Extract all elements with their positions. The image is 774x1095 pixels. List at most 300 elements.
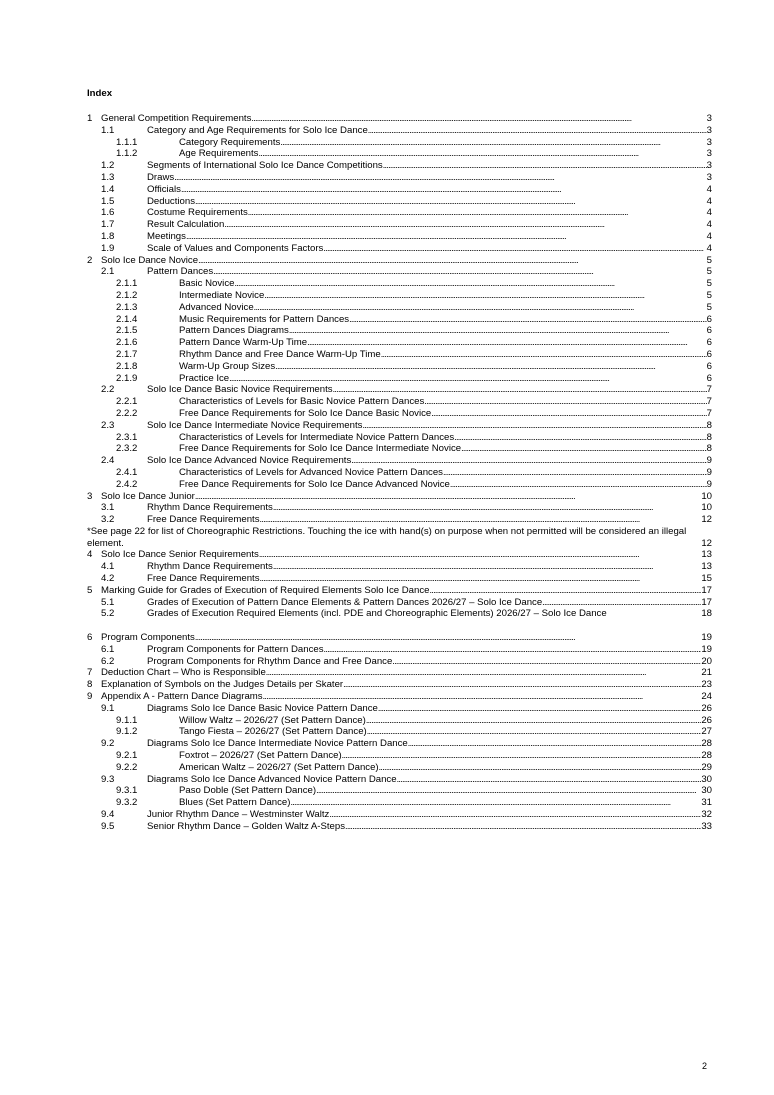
toc-entry-number: 1.3 — [101, 171, 115, 183]
toc-entry[interactable] — [87, 479, 712, 491]
toc-entry-line — [147, 703, 712, 715]
toc-entry-number: 5.2 — [101, 608, 115, 620]
toc-entry-line — [101, 549, 712, 561]
toc-dot-leader — [431, 408, 706, 420]
toc-entry-title: Deduction Chart – Who is Responsible — [101, 667, 266, 679]
toc-entry-page: 8 — [706, 431, 712, 443]
toc-entry-page: 23 — [701, 679, 712, 691]
toc-entry-line — [179, 408, 712, 420]
toc-entry-page: 26 — [701, 714, 712, 726]
toc-entry-number: 9.1 — [101, 702, 115, 714]
toc-entry[interactable] — [87, 597, 712, 609]
toc-dot-leader — [263, 691, 702, 703]
toc-entry-page: 13 — [701, 549, 712, 561]
toc-entry-page: 9 — [706, 466, 712, 478]
toc-dot-leader — [381, 349, 707, 361]
toc-dot-leader — [349, 314, 707, 326]
toc-dot-leader — [343, 679, 701, 691]
toc-entry-title: Deductions — [147, 195, 195, 207]
toc-entry-number: 3 — [87, 490, 93, 502]
toc-entry[interactable] — [87, 573, 712, 585]
toc-entry-line — [179, 349, 712, 361]
toc-dot-leader — [424, 396, 706, 408]
toc-entry[interactable] — [87, 384, 712, 396]
toc-entry[interactable] — [87, 762, 712, 774]
toc-entry[interactable] — [87, 314, 712, 326]
toc-entry-page: 28 — [701, 738, 712, 750]
toc-dot-leader — [174, 172, 706, 184]
toc-entry-page: 8 — [706, 443, 712, 455]
toc-entry[interactable] — [87, 809, 712, 821]
toc-note[interactable] — [87, 526, 712, 550]
toc-entry-title: General Competition Requirements — [101, 113, 252, 124]
toc-entry-page: 5 — [706, 254, 712, 266]
toc-entry-title: Appendix A - Pattern Dance Diagrams — [101, 691, 263, 703]
toc-entry-number: 2.3.2 — [116, 443, 138, 455]
toc-entry-page: 3 — [706, 148, 712, 160]
toc-entry-line — [179, 148, 712, 160]
page-number: 2 — [702, 1061, 708, 1071]
toc-entry-number: 1.1.2 — [116, 148, 138, 160]
toc-entry-number: 9 — [87, 691, 93, 703]
toc-entry-page: 13 — [701, 561, 712, 573]
toc-entry-number: 2.1 — [101, 266, 115, 278]
toc-entry[interactable] — [87, 408, 712, 420]
toc-entry[interactable] — [87, 219, 712, 231]
toc-entry[interactable] — [87, 278, 712, 290]
toc-note-page: 12 — [701, 537, 712, 549]
toc-dot-leader — [195, 491, 701, 503]
toc-dot-leader — [430, 585, 702, 597]
toc-entry-number: 6.2 — [101, 655, 115, 667]
toc-entry-page: 20 — [701, 655, 712, 667]
toc-entry-number: 2.1.4 — [116, 313, 138, 325]
toc-entry-title: Marking Guide for Grades of Execution of Required Elements Solo Ice Dance — [101, 584, 430, 596]
toc-entry-line — [179, 797, 712, 809]
toc-entry[interactable] — [87, 608, 712, 632]
toc-entry-page: 26 — [701, 702, 712, 714]
toc-entry-number: 9.1.1 — [116, 714, 138, 726]
toc-entry-line — [179, 715, 712, 727]
toc-entry[interactable] — [87, 137, 712, 149]
toc-entry[interactable] — [87, 514, 712, 526]
toc-entry-title: Blues (Set Pattern Dance) — [179, 797, 291, 809]
toc-entry-line — [147, 207, 712, 219]
toc-entry-line — [101, 679, 712, 691]
toc-entry-line — [179, 467, 712, 479]
toc-entry-title: Officials — [147, 183, 181, 195]
toc-entry-number: 9.3.2 — [116, 797, 138, 809]
toc-entry-title: Free Dance Requirements for Solo Ice Dance Basic Novice — [179, 407, 432, 419]
toc-entry[interactable] — [87, 243, 712, 255]
toc-dot-leader — [264, 290, 706, 302]
toc-entry-page: 6 — [706, 325, 712, 337]
toc-entry-page: 3 — [706, 113, 712, 124]
toc-entry-line — [147, 821, 712, 833]
toc-dot-leader — [289, 325, 707, 337]
toc-entry-line — [147, 774, 712, 786]
toc-dot-leader — [260, 573, 702, 585]
toc-entry-line — [101, 691, 712, 703]
toc-entry-page: 17 — [701, 584, 712, 596]
toc-entry-title: Program Components for Pattern Dances — [147, 643, 324, 655]
toc-dot-leader — [366, 715, 702, 727]
toc-entry-page: 32 — [701, 809, 712, 821]
toc-entry-number: 9.2.2 — [116, 761, 138, 773]
toc-entry-number: 2.4 — [101, 455, 115, 467]
toc-dot-leader — [316, 785, 701, 797]
toc-dot-leader — [392, 656, 701, 668]
toc-entry-title: Solo Ice Dance Novice — [101, 254, 199, 266]
toc-entry-title: Free Dance Requirements for Solo Ice Dance Advanced Novice — [179, 478, 450, 490]
toc-entry-page: 30 — [701, 785, 712, 797]
toc-entry-page: 3 — [706, 136, 712, 148]
toc-entry[interactable] — [87, 585, 712, 597]
toc-entry-page: 10 — [701, 502, 712, 514]
toc-entry-page: 31 — [701, 797, 712, 809]
toc-dot-leader — [181, 184, 707, 196]
toc-entry[interactable] — [87, 502, 712, 514]
toc-entry-page: 8 — [706, 419, 712, 431]
toc-entry-page: 6 — [706, 337, 712, 349]
toc-entry[interactable] — [87, 774, 712, 786]
toc-entry[interactable] — [87, 172, 712, 184]
toc-entry-line — [147, 597, 712, 609]
toc-entry-title: Paso Doble (Set Pattern Dance) — [179, 785, 317, 797]
toc-dot-leader — [461, 443, 707, 455]
toc-entry-page: 9 — [706, 455, 712, 467]
toc-entry-number: 2.1.6 — [116, 337, 138, 349]
toc-entry-line — [179, 325, 712, 337]
toc-entry-title: Meetings — [147, 230, 186, 242]
toc-entry[interactable] — [87, 738, 712, 750]
toc-dot-leader — [542, 597, 701, 609]
toc-entry-line — [179, 373, 712, 385]
toc-entry-line — [101, 667, 712, 679]
toc-entry-title: Rhythm Dance and Free Dance Warm-Up Time — [179, 348, 381, 360]
toc-entry-title: Warm-Up Group Sizes — [179, 360, 276, 372]
toc-entry-number: 1.5 — [101, 195, 115, 207]
toc-entry[interactable] — [87, 337, 712, 349]
toc-entry-number: 2.1.2 — [116, 289, 138, 301]
toc-entry[interactable] — [87, 667, 712, 679]
toc-dot-leader — [290, 797, 701, 809]
toc-entry-number: 2.1.9 — [116, 372, 138, 384]
toc-dot-leader — [342, 750, 702, 762]
toc-entry-page: 5 — [706, 289, 712, 301]
toc-entry-title: Willow Waltz – 2026/27 (Set Pattern Dance) — [179, 714, 366, 726]
toc-entry-page: 19 — [701, 643, 712, 655]
toc-entry-number: 2.4.1 — [116, 466, 138, 478]
toc-entry-title: Free Dance Requirements — [147, 514, 260, 526]
table-of-contents — [87, 113, 712, 833]
toc-entry-line — [101, 491, 712, 503]
toc-entry-page: 9 — [706, 478, 712, 490]
toc-dot-leader — [324, 644, 702, 656]
toc-entry-page: 19 — [701, 632, 712, 644]
toc-entry-title: Solo Ice Dance Junior — [101, 490, 195, 502]
toc-entry-page: 3 — [706, 160, 712, 172]
toc-entry-line — [147, 172, 712, 184]
toc-dot-leader — [351, 455, 706, 467]
toc-entry-page: 30 — [701, 773, 712, 785]
toc-entry[interactable] — [87, 432, 712, 444]
toc-entry-number: 6.1 — [101, 643, 115, 655]
toc-entry[interactable] — [87, 290, 712, 302]
toc-entry-title: Diagrams Solo Ice Dance Advanced Novice Pattern Dance — [147, 773, 397, 785]
toc-dot-leader — [260, 514, 702, 526]
toc-entry[interactable] — [87, 113, 712, 125]
toc-dot-leader — [213, 266, 707, 278]
toc-entry-line — [147, 219, 712, 231]
toc-entry[interactable] — [87, 255, 712, 267]
toc-entry-line — [147, 561, 712, 573]
index-heading: Index — [87, 88, 113, 99]
toc-entry-title: Age Requirements — [179, 148, 259, 160]
toc-entry-page: 21 — [701, 667, 712, 679]
toc-entry-number: 1.7 — [101, 219, 115, 231]
toc-entry-number: 1.1.1 — [116, 136, 138, 148]
toc-entry[interactable] — [87, 184, 712, 196]
toc-entry[interactable] — [87, 125, 712, 137]
toc-entry-number: 8 — [87, 679, 93, 691]
toc-entry[interactable] — [87, 821, 712, 833]
toc-entry-title: Rhythm Dance Requirements — [147, 502, 273, 514]
toc-entry-line — [147, 514, 712, 526]
toc-entry-title: Diagrams Solo Ice Dance Basic Novice Pattern Dance — [147, 702, 378, 714]
toc-entry[interactable] — [87, 266, 712, 278]
toc-entry-line — [147, 573, 712, 585]
toc-entry[interactable] — [87, 691, 712, 703]
toc-entry-page: 15 — [701, 573, 712, 585]
toc-entry-line — [179, 479, 712, 491]
toc-dot-leader — [275, 361, 707, 373]
toc-entry-line — [147, 243, 712, 255]
toc-entry-title: Characteristics of Levels for Basic Novice Pattern Dances — [179, 396, 425, 408]
toc-entry[interactable] — [87, 561, 712, 573]
toc-entry-title: Grades of Execution Required Elements (incl. PDE and Choreographic Elements) 2026/27 – Solo Ice Dance — [147, 608, 607, 620]
toc-entry-title: Advanced Novice — [179, 301, 254, 313]
toc-entry-number: 4.1 — [101, 561, 115, 573]
toc-dot-leader — [408, 738, 702, 750]
toc-entry-title: Junior Rhythm Dance – Westminster Waltz — [147, 809, 330, 821]
toc-entry-number: 2.2.2 — [116, 407, 138, 419]
toc-entry[interactable] — [87, 302, 712, 314]
toc-entry-page: 10 — [701, 490, 712, 502]
toc-entry-page: 33 — [701, 820, 712, 832]
toc-entry-number: 1.4 — [101, 183, 115, 195]
toc-entry[interactable] — [87, 491, 712, 503]
toc-dot-leader — [195, 632, 701, 644]
toc-dot-leader — [329, 809, 701, 821]
toc-dot-leader — [280, 137, 706, 149]
toc-dot-leader — [273, 561, 701, 573]
toc-entry[interactable] — [87, 160, 712, 172]
toc-dot-leader — [248, 207, 707, 219]
toc-entry[interactable] — [87, 207, 712, 219]
toc-entry-number: 1.8 — [101, 230, 115, 242]
toc-entry-number: 9.4 — [101, 809, 115, 821]
toc-entry[interactable] — [87, 325, 712, 337]
toc-dot-leader — [362, 420, 706, 432]
toc-entry-line — [147, 455, 712, 467]
toc-dot-leader — [454, 432, 707, 444]
toc-entry[interactable] — [87, 750, 712, 762]
toc-entry-page: 3 — [706, 124, 712, 136]
toc-entry-line — [179, 302, 712, 314]
toc-entry-page: 27 — [701, 726, 712, 738]
toc-entry-page: 3 — [706, 171, 712, 183]
toc-dot-leader — [345, 821, 701, 833]
toc-entry-line — [179, 762, 712, 774]
toc-entry-number: 9.5 — [101, 820, 115, 832]
toc-entry-title: Diagrams Solo Ice Dance Intermediate Novice Pattern Dance — [147, 738, 408, 750]
toc-entry-line — [147, 644, 712, 656]
toc-entry-number: 5 — [87, 584, 93, 596]
toc-entry-page: 4 — [706, 207, 712, 219]
toc-entry-number: 2.3.1 — [116, 431, 138, 443]
toc-entry-line — [179, 432, 712, 444]
toc-dot-leader — [273, 502, 701, 514]
toc-entry[interactable] — [87, 549, 712, 561]
toc-entry[interactable] — [87, 797, 712, 809]
toc-dot-leader — [323, 243, 706, 255]
toc-entry-title: Senior Rhythm Dance – Golden Waltz A-Steps — [147, 820, 346, 832]
toc-entry-line — [179, 785, 712, 797]
toc-entry-page: 5 — [706, 266, 712, 278]
toc-entry-title: Characteristics of Levels for Intermediate Novice Pattern Dances — [179, 431, 455, 443]
toc-entry[interactable] — [87, 420, 712, 432]
toc-entry-number: 5.1 — [101, 596, 115, 608]
toc-entry-page: 4 — [706, 183, 712, 195]
toc-entry-line — [101, 255, 712, 267]
toc-entry-line — [179, 278, 712, 290]
toc-entry-title: Pattern Dances Diagrams — [179, 325, 289, 337]
toc-entry[interactable] — [87, 785, 712, 797]
toc-entry-line — [147, 656, 712, 668]
toc-dot-leader — [198, 255, 707, 267]
toc-entry-line — [147, 384, 712, 396]
toc-entry-title: Program Components — [101, 632, 195, 644]
toc-entry-page: 6 — [706, 348, 712, 360]
toc-entry[interactable] — [87, 632, 712, 644]
toc-entry-number: 2.1.7 — [116, 348, 138, 360]
toc-entry-title: Explanation of Symbols on the Judges Details per Skater — [101, 679, 344, 691]
toc-entry-number: 4.2 — [101, 573, 115, 585]
toc-entry-title: Costume Requirements — [147, 207, 248, 219]
toc-entry-number: 2.2 — [101, 384, 115, 396]
toc-entry-line — [179, 314, 712, 326]
toc-entry[interactable] — [87, 361, 712, 373]
toc-entry-title: Music Requirements for Pattern Dances — [179, 313, 350, 325]
toc-entry[interactable] — [87, 679, 712, 691]
toc-entry[interactable] — [87, 644, 712, 656]
toc-entry-number: 2.3 — [101, 419, 115, 431]
toc-entry-title: Solo Ice Dance Advanced Novice Requirements — [147, 455, 352, 467]
toc-entry-page: 12 — [701, 514, 712, 526]
toc-entry-title: Result Calculation — [147, 219, 225, 231]
toc-entry-line — [179, 443, 712, 455]
toc-entry-title: American Waltz – 2026/27 (Set Pattern Dance) — [179, 761, 379, 773]
toc-entry-line — [179, 290, 712, 302]
toc-entry-number: 2.2.1 — [116, 396, 138, 408]
toc-entry-page: 7 — [706, 384, 712, 396]
toc-entry-number: 3.2 — [101, 514, 115, 526]
toc-entry[interactable] — [87, 656, 712, 668]
toc-dot-leader — [259, 549, 701, 561]
toc-entry-number: 2.1.8 — [116, 360, 138, 372]
toc-entry[interactable] — [87, 467, 712, 479]
toc-entry-page: 4 — [706, 219, 712, 231]
toc-entry-title: Solo Ice Dance Basic Novice Requirements — [147, 384, 333, 396]
toc-entry[interactable] — [87, 396, 712, 408]
toc-entry[interactable] — [87, 443, 712, 455]
toc-dot-leader — [307, 337, 707, 349]
toc-entry-number: 1.1 — [101, 124, 115, 136]
toc-entry-line — [179, 750, 712, 762]
toc-entry[interactable] — [87, 196, 712, 208]
toc-entry[interactable] — [87, 349, 712, 361]
toc-entry-title: Rhythm Dance Requirements — [147, 561, 273, 573]
toc-entry[interactable] — [87, 715, 712, 727]
toc-entry-title: Intermediate Novice — [179, 289, 265, 301]
toc-entry-page: 6 — [706, 360, 712, 372]
toc-entry-title: Solo Ice Dance Intermediate Novice Requirements — [147, 419, 363, 431]
toc-entry-line — [179, 396, 712, 408]
toc-entry[interactable] — [87, 455, 712, 467]
toc-entry-number: 2.1.1 — [116, 278, 138, 290]
toc-entry-line — [147, 196, 712, 208]
toc-entry-line — [147, 231, 712, 243]
toc-entry[interactable] — [87, 726, 712, 738]
toc-entry-title: Segments of International Solo Ice Dance Competitions — [147, 160, 383, 172]
toc-dot-leader — [379, 762, 702, 774]
toc-dot-leader — [367, 726, 702, 738]
toc-dot-leader — [397, 774, 702, 786]
toc-dot-leader — [450, 479, 707, 491]
toc-dot-leader — [443, 467, 707, 479]
toc-entry-page: 6 — [706, 372, 712, 384]
toc-dot-leader — [254, 302, 707, 314]
toc-entry-page: 24 — [701, 691, 712, 703]
toc-entry-number: 1 — [87, 113, 93, 124]
toc-entry-title: Draws — [147, 171, 175, 183]
toc-entry[interactable] — [87, 231, 712, 243]
toc-entry-line — [179, 726, 712, 738]
toc-entry-title: Solo Ice Dance Senior Requirements — [101, 549, 259, 561]
toc-entry-line — [179, 361, 712, 373]
toc-entry[interactable] — [87, 148, 712, 160]
toc-entry-line — [101, 632, 712, 644]
toc-dot-leader — [195, 196, 707, 208]
toc-entry-title: Free Dance Requirements — [147, 573, 260, 585]
toc-entry-line — [147, 420, 712, 432]
toc-entry-page: 5 — [706, 278, 712, 290]
toc-entry-number: 9.3 — [101, 773, 115, 785]
toc-entry-page: 4 — [706, 242, 712, 254]
toc-entry-page: 5 — [706, 301, 712, 313]
toc-entry-number: 1.2 — [101, 160, 115, 172]
toc-entry-title: Pattern Dances — [147, 266, 214, 278]
toc-entry-number: 9.3.1 — [116, 785, 138, 797]
toc-entry[interactable] — [87, 373, 712, 385]
toc-entry-title: Free Dance Requirements for Solo Ice Dance Intermediate Novice — [179, 443, 462, 455]
toc-entry-page: 6 — [706, 313, 712, 325]
toc-entry-title: Characteristics of Levels for Advanced Novice Pattern Dances — [179, 466, 443, 478]
toc-entry-title: Practice Ice — [179, 372, 230, 384]
toc-entry-line — [179, 137, 712, 149]
toc-entry[interactable] — [87, 703, 712, 715]
